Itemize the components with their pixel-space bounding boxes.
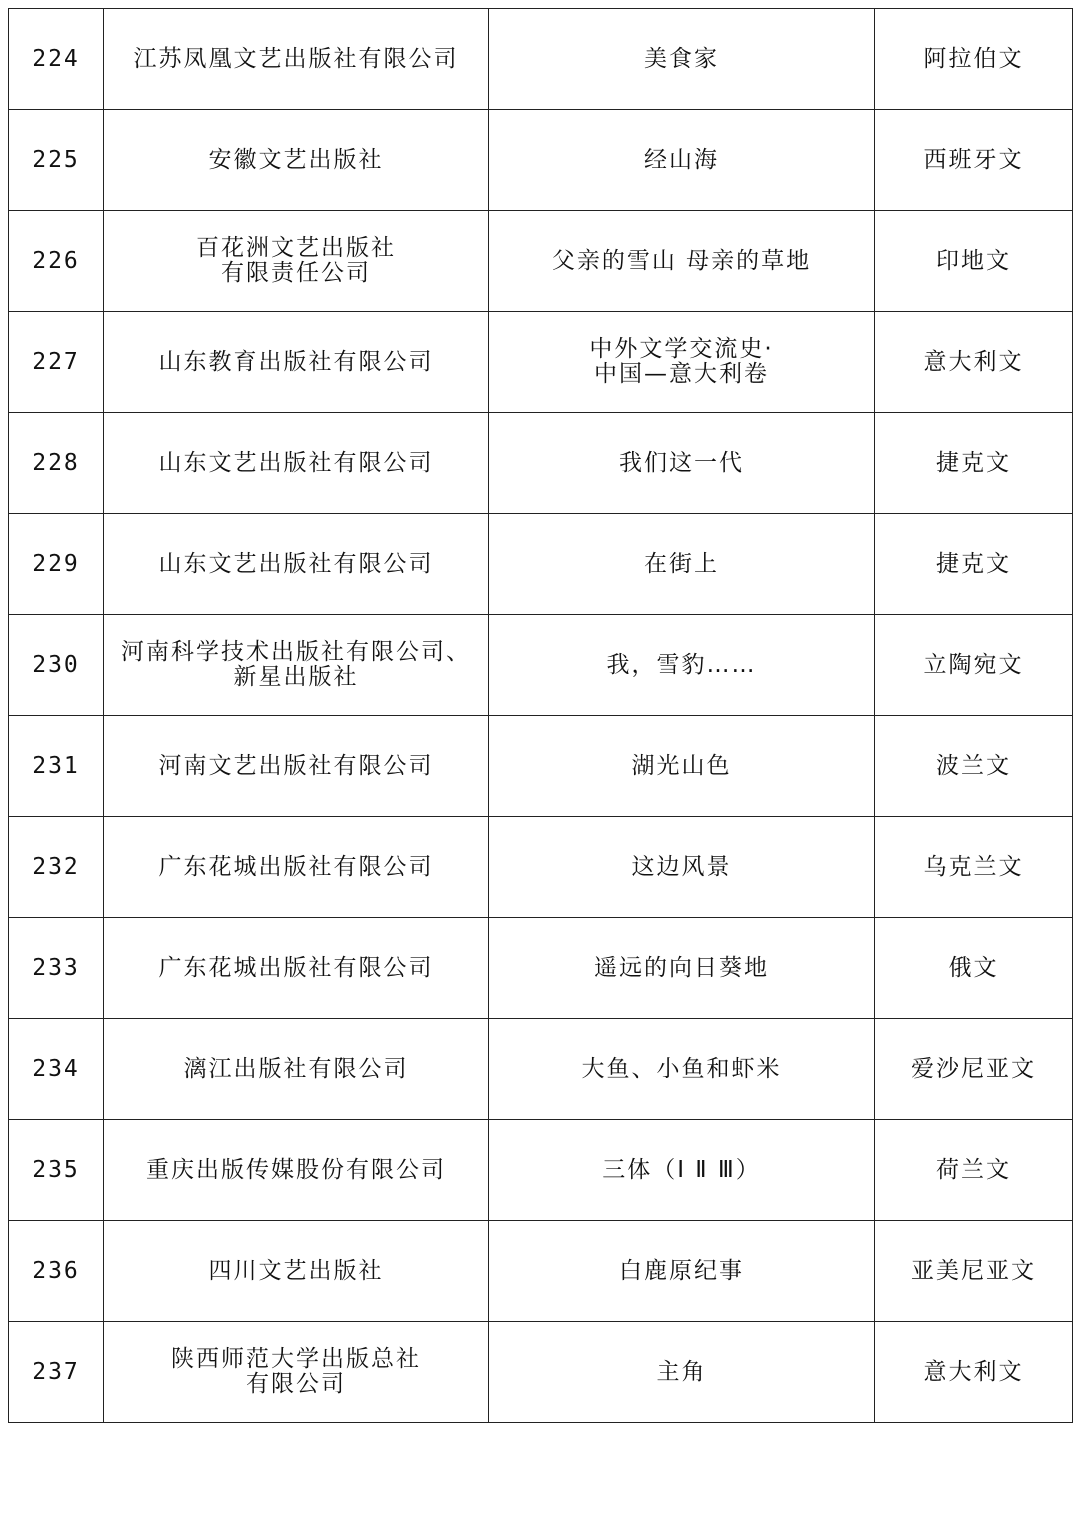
publisher-line: 山东文艺出版社有限公司: [158, 449, 434, 476]
row-number-cell: 232: [9, 817, 104, 918]
book-title-cell: [489, 9, 875, 110]
book-title-line: 我们这一代: [619, 449, 744, 476]
row-number-cell: 230: [9, 615, 104, 716]
book-title-line: 白鹿原纪事: [619, 1257, 744, 1284]
book-title-cell: [489, 1019, 875, 1120]
table-row: [9, 211, 1073, 312]
book-title-cell: [489, 817, 875, 918]
publisher-line: 广东花城出版社有限公司: [158, 954, 434, 981]
book-title-line: 遥远的向日葵地: [594, 954, 769, 981]
language-cell: 西班牙文: [875, 110, 1073, 211]
language-cell: 俄文: [875, 918, 1073, 1019]
publisher-line: 山东教育出版社有限公司: [158, 348, 434, 375]
language-cell: 意大利文: [875, 312, 1073, 413]
publisher-line: 四川文艺出版社: [208, 1257, 384, 1284]
row-number-cell: 228: [9, 413, 104, 514]
row-number-cell: 224: [9, 9, 104, 110]
book-title-line: 主角: [656, 1358, 707, 1385]
publisher-cell: [104, 312, 489, 413]
book-title-line: 美食家: [644, 45, 719, 72]
language-cell: 乌克兰文: [875, 817, 1073, 918]
row-number-cell: 233: [9, 918, 104, 1019]
language-cell: 爱沙尼亚文: [875, 1019, 1073, 1120]
publisher-cell: [104, 615, 489, 716]
table-row: [9, 1120, 1073, 1221]
book-title-line: 经山海: [644, 146, 719, 173]
book-title-cell: [489, 918, 875, 1019]
table-row: [9, 817, 1073, 918]
publisher-line: 广东花城出版社有限公司: [158, 853, 434, 880]
row-number-cell: 234: [9, 1019, 104, 1120]
row-number-cell: 235: [9, 1120, 104, 1221]
publisher-cell: [104, 1221, 489, 1322]
publisher-cell: [104, 1322, 489, 1423]
book-title-cell: [489, 1322, 875, 1423]
table-row: [9, 716, 1073, 817]
book-title-line: 父亲的雪山 母亲的草地: [551, 247, 812, 274]
publisher-line: 陕西师范大学出版总社: [171, 1346, 421, 1372]
publisher-line: 重庆出版传媒股份有限公司: [146, 1156, 446, 1183]
book-title-cell: [489, 514, 875, 615]
publisher-line: 有限责任公司: [221, 260, 371, 286]
table-row: [9, 110, 1073, 211]
publisher-cell: [104, 716, 489, 817]
language-cell: 亚美尼亚文: [875, 1221, 1073, 1322]
book-title-cell: [489, 716, 875, 817]
table-row: [9, 918, 1073, 1019]
language-cell: 意大利文: [875, 1322, 1073, 1423]
document-page: [8, 8, 1072, 1423]
book-title-line: 大鱼、小鱼和虾米: [581, 1055, 782, 1082]
row-number-cell: 231: [9, 716, 104, 817]
language-cell: 立陶宛文: [875, 615, 1073, 716]
book-title-line: 湖光山色: [631, 752, 732, 779]
publisher-line: 百花洲文艺出版社: [196, 235, 396, 261]
table-row: [9, 1322, 1073, 1423]
language-cell: 荷兰文: [875, 1120, 1073, 1221]
book-title-cell: [489, 1120, 875, 1221]
book-title-cell: [489, 413, 875, 514]
publisher-line: 新星出版社: [233, 664, 359, 690]
table-row: [9, 1221, 1073, 1322]
publisher-cell: [104, 413, 489, 514]
book-title-line: 中国—意大利卷: [594, 361, 769, 387]
table-row: [9, 312, 1073, 413]
language-cell: 捷克文: [875, 514, 1073, 615]
table-row: [9, 1019, 1073, 1120]
row-number-cell: 237: [9, 1322, 104, 1423]
publisher-line: 山东文艺出版社有限公司: [158, 550, 434, 577]
row-number-cell: 229: [9, 514, 104, 615]
book-title-line: 这边风景: [631, 853, 732, 880]
publisher-cell: [104, 817, 489, 918]
language-cell: 阿拉伯文: [875, 9, 1073, 110]
row-number-cell: 236: [9, 1221, 104, 1322]
publisher-line: 有限公司: [246, 1371, 346, 1397]
publisher-cell: [104, 1019, 489, 1120]
table-body: [9, 9, 1073, 1423]
book-title-line: 三体（Ⅰ Ⅱ Ⅲ）: [602, 1156, 761, 1183]
table-row: [9, 9, 1073, 110]
publisher-cell: [104, 1120, 489, 1221]
book-title-cell: [489, 1221, 875, 1322]
language-cell: 印地文: [875, 211, 1073, 312]
table-row: [9, 615, 1073, 716]
publisher-line: 河南科学技术出版社有限公司、: [121, 639, 471, 665]
language-cell: 捷克文: [875, 413, 1073, 514]
book-title-line: 在街上: [644, 550, 719, 577]
publisher-line: 安徽文艺出版社: [208, 146, 384, 173]
publisher-cell: [104, 9, 489, 110]
publication-table: [8, 8, 1073, 1423]
book-title-line: 我，雪豹……: [606, 651, 757, 678]
row-number-cell: 225: [9, 110, 104, 211]
table-row: [9, 413, 1073, 514]
publisher-cell: [104, 110, 489, 211]
publisher-line: 河南文艺出版社有限公司: [158, 752, 434, 779]
publisher-cell: [104, 918, 489, 1019]
publisher-line: 漓江出版社有限公司: [183, 1055, 409, 1082]
language-cell: 波兰文: [875, 716, 1073, 817]
publisher-line: 江苏凤凰文艺出版社有限公司: [133, 45, 459, 72]
book-title-cell: [489, 211, 875, 312]
row-number-cell: 227: [9, 312, 104, 413]
book-title-cell: [489, 615, 875, 716]
publisher-cell: [104, 514, 489, 615]
book-title-cell: [489, 110, 875, 211]
book-title-line: 中外文学交流史·: [589, 336, 774, 362]
book-title-cell: [489, 312, 875, 413]
publisher-cell: [104, 211, 489, 312]
row-number-cell: 226: [9, 211, 104, 312]
table-row: [9, 514, 1073, 615]
